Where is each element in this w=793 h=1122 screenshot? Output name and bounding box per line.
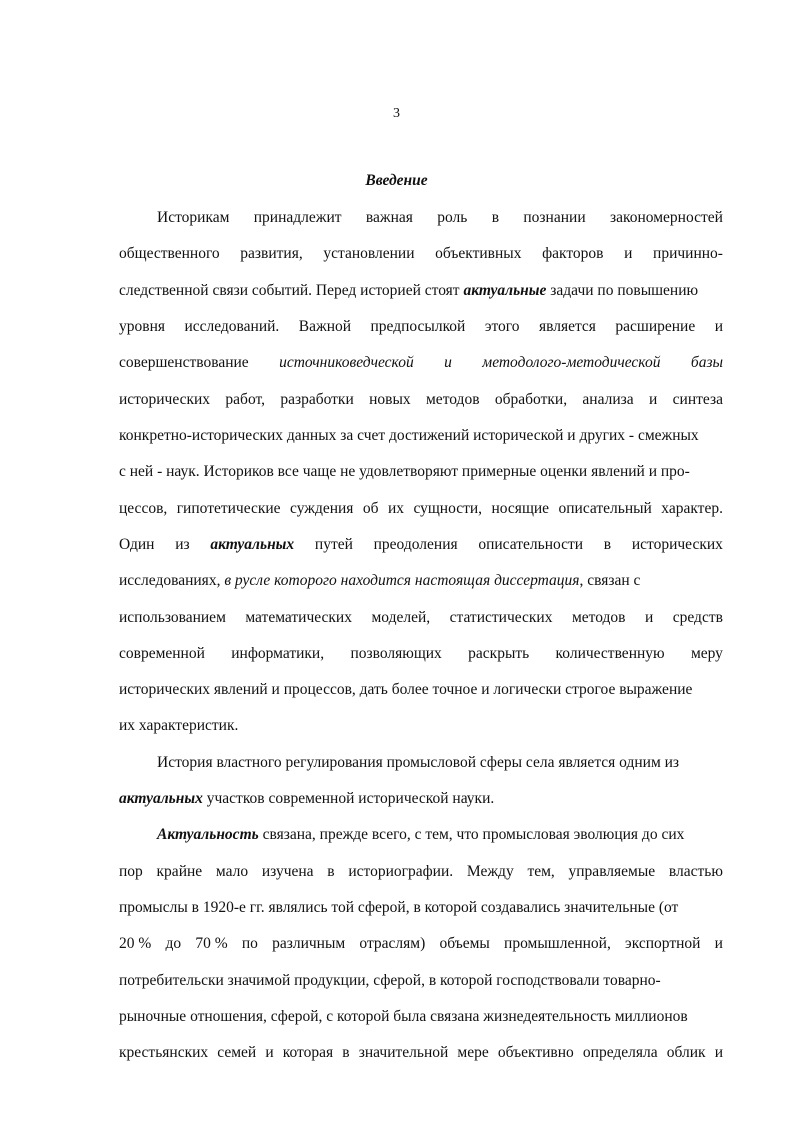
text-segment: История властного регулирования промысловой сферы села является одним из [157, 754, 680, 771]
text-segment: 20 % [119, 935, 152, 952]
text-segment: методов [571, 609, 626, 626]
text-segment: историографии. [348, 863, 454, 880]
section-heading: Введение [365, 172, 428, 189]
text-segment: установлении [323, 245, 415, 262]
text-segment: роль [437, 209, 468, 226]
text-segment: исторических [119, 391, 211, 408]
text-segment: конкретно-исторических данных за счет достижений исторической и других - смежных [119, 427, 699, 444]
text-segment: суждения [290, 500, 354, 517]
text-segment: мало [215, 863, 249, 880]
text-segment: , связан с [579, 572, 641, 589]
text-line [119, 571, 723, 591]
text-segment: меру [690, 645, 723, 662]
text-segment: семей [217, 1044, 257, 1061]
text-segment: властью [668, 863, 723, 880]
text-segment: и [644, 609, 654, 626]
text-segment: современной [119, 645, 205, 662]
text-line [119, 390, 723, 410]
text-segment: гипотетические [176, 500, 281, 517]
text-segment: потребительски значимой продукции, сферой, в которой господствовали товарно- [119, 972, 661, 989]
text-segment: развития, [240, 245, 303, 262]
text-segment: с ней - наук. Историков все чаще не удовлетворяют примерные оценки явлений и про- [119, 463, 690, 480]
text-segment: 70 % [195, 935, 228, 952]
text-line [119, 716, 723, 736]
text-segment: анализа [582, 391, 634, 408]
text-segment: закономерностей [609, 209, 723, 226]
text-line [119, 281, 723, 301]
text-segment: исследованиях, [119, 572, 225, 589]
text-segment: облик [666, 1044, 706, 1061]
text-segment: обработки, [494, 391, 568, 408]
text-segment: совершенствование [119, 354, 249, 371]
text-segment: определяла [582, 1044, 658, 1061]
text-segment: по [241, 935, 258, 952]
text-segment: важная [365, 209, 413, 226]
text-segment: связана, прежде всего, с тем, что промысловая эволюция до сих [258, 826, 685, 843]
text-segment: информатики, [231, 645, 325, 662]
text-segment: и [624, 245, 633, 262]
text-segment: новых [369, 391, 411, 408]
text-segment: этого [484, 318, 520, 335]
emphasis-bold-italic: актуальных [210, 536, 295, 553]
text-segment: крестьянских [119, 1044, 209, 1061]
text-line [157, 208, 723, 228]
text-segment: отраслям) [359, 935, 426, 952]
text-segment: мере [457, 1044, 489, 1061]
text-segment: в [491, 209, 500, 226]
text-segment: Между [466, 863, 514, 880]
text-segment: преодоления [373, 536, 458, 553]
text-line [119, 644, 723, 664]
emphasis-bold-italic: Актуальность [157, 826, 259, 843]
text-segment: объективных [435, 245, 522, 262]
text-line [119, 244, 723, 264]
text-segment: исторических явлений и процессов, дать более точное и логически строгое выражение [119, 681, 693, 698]
text-segment: изучена [261, 863, 314, 880]
text-segment: их [387, 500, 404, 517]
emphasis-italic: источниковедческой [279, 354, 414, 371]
text-segment: путей [314, 536, 353, 553]
text-segment: и [714, 1044, 723, 1061]
text-line [119, 898, 723, 918]
text-segment: следственной связи событий. Перед историей стоят [119, 282, 464, 299]
text-segment: экспортной [625, 935, 701, 952]
text-line [157, 825, 723, 845]
text-segment: задачи по повышению [546, 282, 699, 299]
text-line [119, 426, 723, 446]
text-segment: описательности [478, 536, 584, 553]
text-segment: является [538, 318, 596, 335]
text-segment: синтеза [672, 391, 723, 408]
text-segment: и [714, 318, 723, 335]
page-number: 3 [393, 106, 400, 121]
text-segment: и [265, 1044, 274, 1061]
text-segment: их характеристик. [119, 717, 239, 734]
emphasis-italic: в русле которого находится настоящая диссертация [224, 572, 580, 589]
emphasis-italic: и [444, 354, 452, 371]
text-segment: средств [672, 609, 723, 626]
text-line [119, 462, 723, 482]
text-segment: рыночные отношения, сферой, с которой была связана жизнедеятельность миллионов [119, 1008, 688, 1025]
text-segment: различным [272, 935, 346, 952]
text-segment: Один [119, 536, 155, 553]
text-line [119, 317, 723, 337]
text-segment: характер. [661, 500, 723, 517]
text-segment: математических [245, 609, 352, 626]
text-segment: причинно- [653, 245, 723, 262]
text-segment: и [649, 391, 658, 408]
emphasis-italic: базы [690, 354, 723, 371]
text-line [119, 971, 723, 991]
text-segment: об [362, 500, 379, 517]
text-segment: позволяющих [350, 645, 442, 662]
text-segment: сущности, [413, 500, 483, 517]
text-line [119, 680, 723, 700]
text-segment: использованием [119, 609, 226, 626]
text-segment: цессов, [119, 500, 168, 517]
text-segment: раскрыть [468, 645, 530, 662]
text-segment: крайне [156, 863, 203, 880]
text-segment: промышленной, [504, 935, 611, 952]
text-line [157, 753, 723, 773]
text-segment: которая [282, 1044, 334, 1061]
text-segment: методов [426, 391, 480, 408]
text-line [119, 608, 723, 628]
text-segment: предпосылкой [370, 318, 466, 335]
text-line [119, 535, 723, 555]
text-segment: управляемые [568, 863, 656, 880]
text-segment: факторов [542, 245, 604, 262]
text-segment: участков современной исторической науки. [202, 790, 495, 807]
text-segment: статистических [449, 609, 553, 626]
text-segment: моделей, [371, 609, 431, 626]
text-segment: в [342, 1044, 350, 1061]
text-segment: исторических [631, 536, 723, 553]
text-segment: принадлежит [253, 209, 342, 226]
text-segment: разработки [280, 391, 354, 408]
text-segment: промыслы в 1920-е гг. являлись той сферой, в которой создавались значительные (от [119, 899, 679, 916]
text-segment: описательный [558, 500, 652, 517]
text-segment: познании [523, 209, 586, 226]
emphasis-bold-italic: актуальных [119, 790, 203, 807]
text-line [119, 934, 723, 954]
text-segment: носящие [491, 500, 550, 517]
text-line [119, 353, 723, 373]
text-segment: Историкам [157, 209, 230, 226]
text-segment: объемы [439, 935, 490, 952]
emphasis-bold-italic: актуальные [463, 282, 547, 299]
text-segment: тем, [527, 863, 555, 880]
text-segment: в [603, 536, 612, 553]
text-segment: значительной [358, 1044, 449, 1061]
text-segment: количественную [555, 645, 665, 662]
text-line [119, 1007, 723, 1027]
text-line [119, 789, 723, 809]
text-segment: общественного [119, 245, 220, 262]
emphasis-italic: методолого-методической [482, 354, 661, 371]
text-segment: Важной [298, 318, 352, 335]
text-segment: до [165, 935, 182, 952]
text-segment: пор [119, 863, 143, 880]
text-segment: уровня [119, 318, 165, 335]
text-segment: объективно [497, 1044, 574, 1061]
text-segment: в [327, 863, 335, 880]
text-segment: исследований. [184, 318, 280, 335]
text-segment: и [714, 935, 723, 952]
text-segment: работ, [225, 391, 265, 408]
text-segment: из [175, 536, 190, 553]
text-line [119, 862, 723, 882]
text-segment: расширение [615, 318, 696, 335]
text-line [119, 1043, 723, 1063]
text-line [119, 499, 723, 519]
